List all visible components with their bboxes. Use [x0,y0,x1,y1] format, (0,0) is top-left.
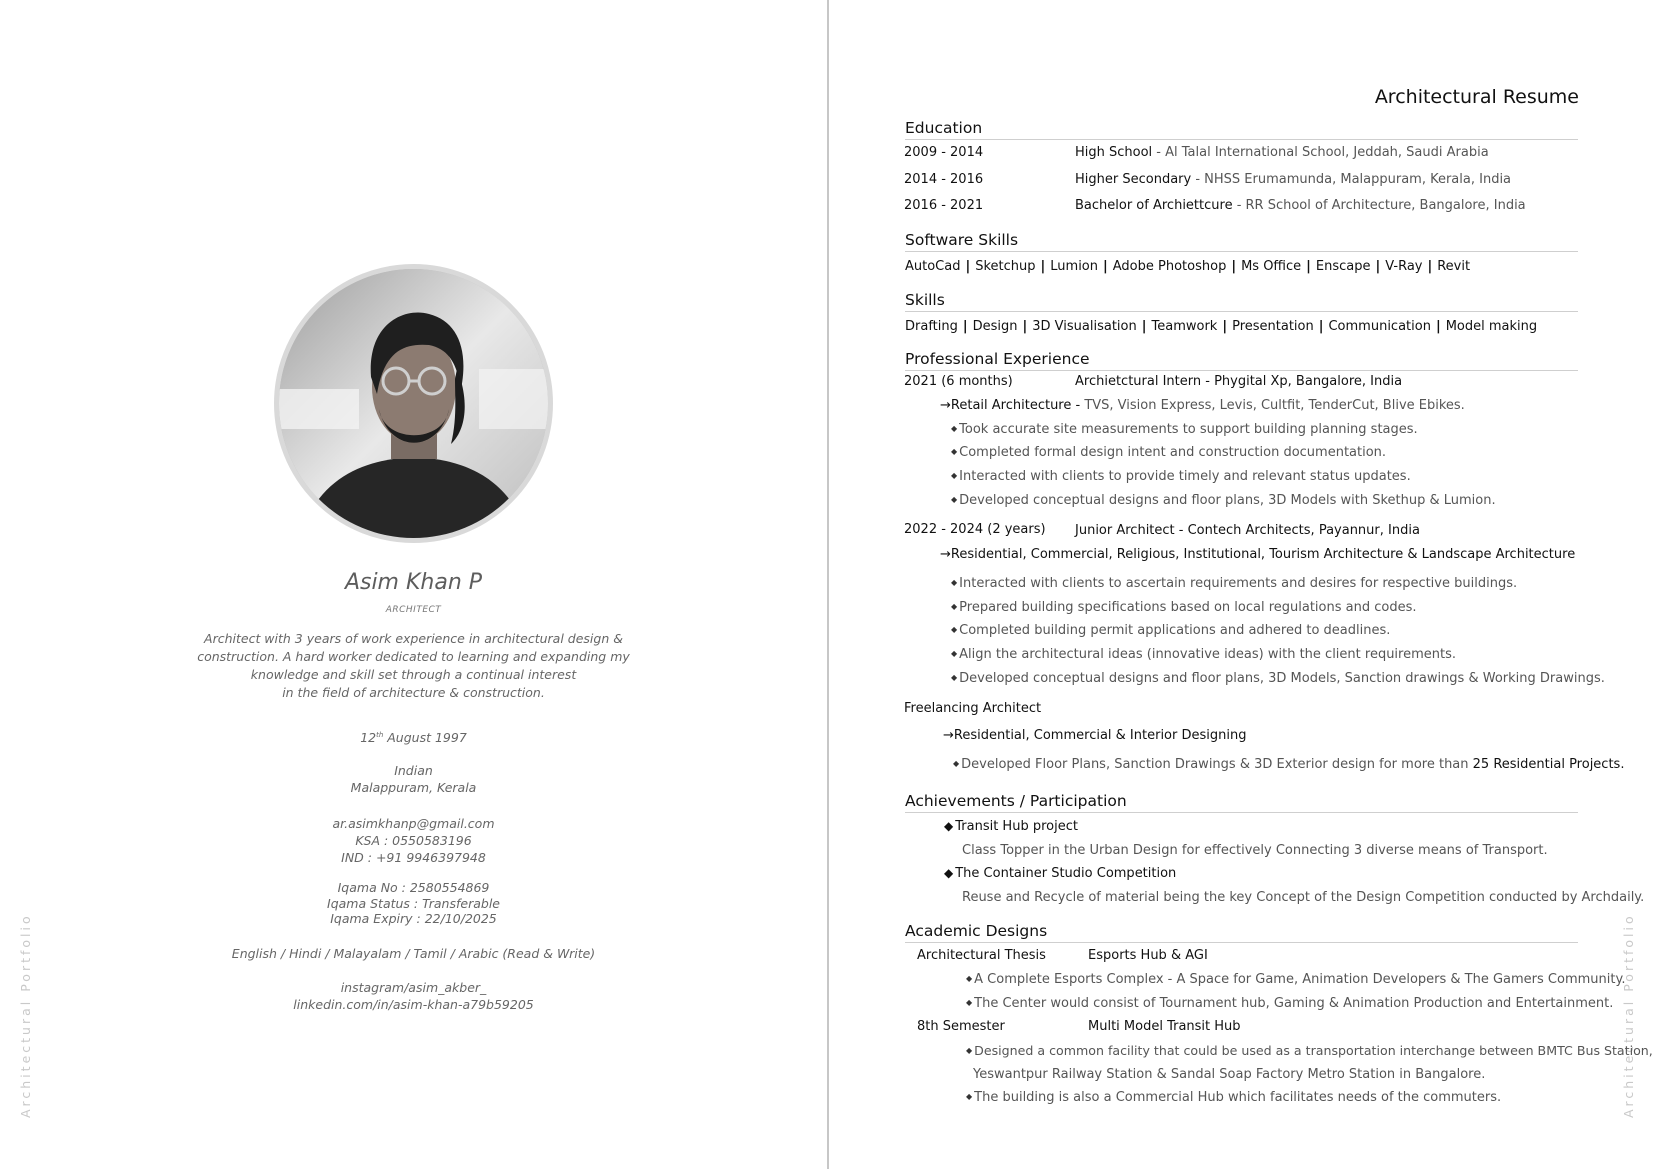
education-years: 2016 - 2021 [904,198,984,213]
section-achievements-heading: Achievements / Participation [905,792,1578,813]
nationality: Indian [394,763,433,778]
academic-bullet: ◆ The Center would consist of Tournament hub, Gaming & Animation Production and Entertainment. [966,996,1614,1011]
job-bullet: ◆ Completed formal design intent and construction documentation. [951,445,1387,460]
academic-bullet: ◆ Designed a common facility that could be used as a transportation interchange between BMTC Bus Station, [966,1043,1653,1058]
job-role: Archietctural Intern - Phygital Xp, Bangalore, India [1075,374,1403,389]
job-bullet: ◆ Align the architectural ideas (innovative ideas) with the client requirements. [951,647,1457,662]
section-software-heading: Software Skills [905,231,1578,252]
summary-line: construction. A hard worker dedicated to learning and expanding my [197,649,630,664]
arrow-icon: → [940,547,951,562]
languages: English / Hindi / Malayalam / Tamil / Arabic (Read & Write) [231,946,596,961]
bullet-icon: ◆ [951,471,958,480]
summary-line: Architect with 3 years of work experience in architectural design & [204,631,623,646]
job-role: Freelancing Architect [904,701,1042,716]
job-bullet: ◆ Completed building permit applications and adhered to deadlines. [951,623,1391,638]
education-years: 2014 - 2016 [904,172,984,187]
job-bullet: ◆ Developed Floor Plans, Sanction Drawings & 3D Exterior design for more than 25 Residential Projects. [953,757,1625,772]
bullet-icon: ◆ [966,1092,973,1101]
profile-photo [274,264,553,543]
arrow-icon: → [940,398,951,413]
diamond-icon: ◆ [944,819,954,833]
academic-title: Esports Hub & AGI [1088,948,1208,963]
profile-summary [190,630,637,702]
achievement-title: ◆ Transit Hub project [944,819,1078,834]
job-bullet: ◆ Developed conceptual designs and floor plans, 3D Models, Sanction drawings & Working Drawings. [951,671,1605,686]
skills-list: Drafting | Design | 3D Visualisation | Teamwork | Presentation | Communication | Model making [905,319,1538,334]
academic-label: Architectural Thesis [917,948,1046,963]
bullet-icon: ◆ [951,578,958,587]
iqama-expiry: Iqama Expiry : 22/10/2025 [330,911,497,926]
contact-block [160,815,667,866]
instagram-link[interactable]: instagram/asim_akber_ [340,980,487,995]
bullet-icon: ◆ [951,424,958,433]
phone-ind: IND : +91 9946397948 [341,850,486,865]
bullet-icon: ◆ [966,998,973,1007]
iqama-number: Iqama No : 2580554869 [337,880,490,895]
summary-line: in the field of architecture & construction. [282,685,545,700]
summary-line: knowledge and skill set through a continual interest [250,667,577,682]
arrow-icon: → [943,728,954,743]
academic-title: Multi Model Transit Hub [1088,1019,1241,1034]
side-label-right: Architectural Portfolio [1621,913,1636,1118]
bullet-icon: ◆ [966,1046,973,1055]
job-period: 2021 (6 months) [904,374,1013,389]
profile-name: Asim Khan P [344,570,483,595]
achievement-detail: Class Topper in the Urban Design for effectively Connecting 3 diverse means of Transport. [962,843,1548,858]
job-period: 2022 - 2024 (2 years) [904,522,1046,537]
section-experience-heading: Professional Experience [905,350,1578,371]
section-education-heading: Education [905,119,1578,140]
job-bullet: ◆ Took accurate site measurements to support building planning stages. [951,422,1418,437]
date-of-birth: 12th August 1997 [360,730,467,746]
section-skills-heading: Skills [905,291,1578,312]
job-bullet: ◆ Developed conceptual designs and floor plans, 3D Models with Skethup & Lumion. [951,493,1496,508]
bullet-icon: ◆ [951,673,958,682]
education-entry: Bachelor of Archiettcure - RR School of Architecture, Bangalore, India [1075,198,1526,213]
academic-bullet: ◆ The building is also a Commercial Hub which facilitates needs of the commuters. [966,1090,1502,1105]
linkedin-link[interactable]: linkedin.com/in/asim-khan-a79b59205 [293,997,534,1012]
education-entry: Higher Secondary - NHSS Erumamunda, Malappuram, Kerala, India [1075,172,1512,187]
academic-label: 8th Semester [917,1019,1005,1034]
software-list: AutoCad | Sketchup | Lumion | Adobe Photoshop | Ms Office | Enscape | V-Ray | Revit [905,259,1471,274]
bullet-icon: ◆ [966,974,973,983]
job-bullet: ◆ Prepared building specifications based on local regulations and codes. [951,600,1417,615]
education-years: 2009 - 2014 [904,145,984,160]
education-entry: High School - Al Talal International School, Jeddah, Saudi Arabia [1075,145,1489,160]
email[interactable]: ar.asimkhanp@gmail.com [332,816,495,831]
iqama-block [160,880,667,927]
job-focus: →Residential, Commercial & Interior Designing [943,728,1247,743]
job-bullet: ◆ Interacted with clients to provide timely and relevant status updates. [951,469,1411,484]
academic-bullet-continued: Yeswantpur Railway Station & Sandal Soap Factory Metro Station in Bangalore. [973,1067,1486,1082]
bullet-icon: ◆ [951,447,958,456]
bullet-icon: ◆ [951,602,958,611]
origin-block [160,762,667,796]
bullet-icon: ◆ [951,649,958,658]
section-academic-heading: Academic Designs [905,922,1578,943]
job-focus: →Residential, Commercial, Religious, Institutional, Tourism Architecture & Landscape Architecture [940,547,1576,562]
bullet-icon: ◆ [951,495,958,504]
side-label-left: Architectural Portfolio [18,913,33,1118]
social-block [160,979,667,1013]
diamond-icon: ◆ [944,866,954,880]
job-role: Junior Architect - Contech Architects, Payannur, India [1075,523,1420,538]
resume-title: Architectural Resume [1374,86,1579,108]
location: Malappuram, Kerala [350,780,477,795]
job-focus: →Retail Architecture - TVS, Vision Express, Levis, Cultfit, TenderCut, Blive Ebikes. [940,398,1465,413]
phone-ksa: KSA : 0550583196 [355,833,472,848]
bullet-icon: ◆ [951,625,958,634]
profile-role: ARCHITECT [385,605,442,615]
achievement-detail: Reuse and Recycle of material being the key Concept of the Design Competition conducted by Archdaily. [962,890,1645,905]
achievement-title: ◆ The Container Studio Competition [944,866,1177,881]
academic-bullet: ◆ A Complete Esports Complex - A Space for Game, Animation Developers & The Gamers Community. [966,972,1626,987]
job-bullet: ◆ Interacted with clients to ascertain requirements and desires for respective buildings. [951,576,1518,591]
iqama-status: Iqama Status : Transferable [327,895,500,911]
bullet-icon: ◆ [953,759,960,768]
